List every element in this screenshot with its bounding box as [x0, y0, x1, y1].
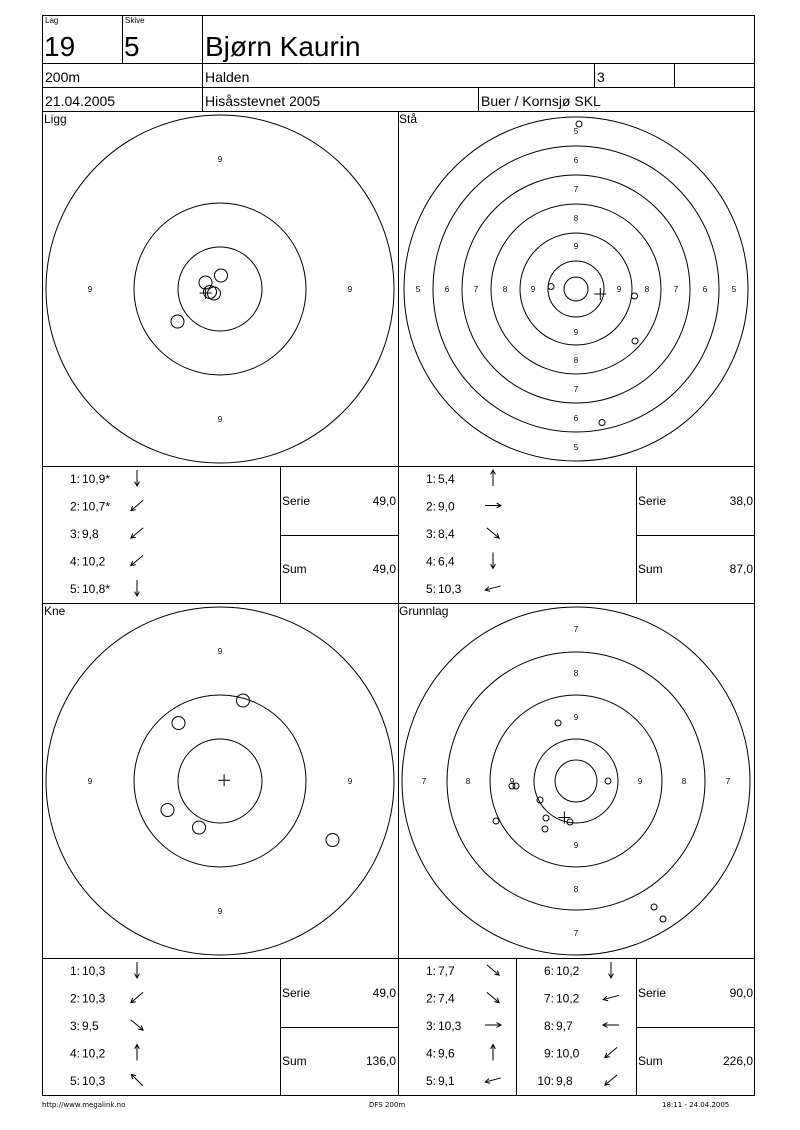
target-ring [46, 115, 394, 463]
footer-timestamp: 18:11 - 24.04.2005 [662, 1101, 730, 1109]
shot-number: 2: [425, 499, 436, 514]
shot-hole [172, 717, 185, 730]
target-ring [462, 175, 690, 403]
footer-center: DFS 200m [369, 1101, 406, 1109]
shot-hole [193, 821, 206, 834]
section-stå [399, 112, 753, 596]
target-ring [46, 607, 394, 955]
score-row [70, 1074, 143, 1088]
ring-label: 7 [725, 777, 731, 786]
series-label: Serie [282, 494, 311, 508]
direction-arrow [131, 528, 143, 538]
score-row [70, 555, 143, 569]
ring-label: 5 [731, 285, 737, 294]
ring-label: 9 [573, 328, 579, 337]
shot-value: 10,3 [438, 1019, 462, 1033]
ring-label: 7 [673, 285, 679, 294]
direction-arrow [491, 470, 496, 486]
series-value: 90,0 [729, 986, 753, 1000]
direction-arrow [485, 503, 501, 508]
series-value: 38,0 [729, 494, 753, 508]
ring-label: 8 [573, 214, 579, 223]
ring-label: 9 [509, 777, 515, 786]
shot-number: 4: [69, 554, 80, 569]
direction-arrow [135, 1045, 140, 1061]
ring-label: 6 [573, 414, 579, 423]
shot-value: 7,7 [438, 964, 455, 978]
shots [548, 121, 638, 426]
direction-arrow [491, 1045, 496, 1061]
direction-arrow [135, 470, 140, 486]
ring-labels [422, 625, 731, 938]
club-name: Buer / Kornsjø SKL [481, 93, 601, 109]
sum-label: Sum [638, 562, 663, 576]
score-row [70, 500, 143, 514]
shot-value: 10,8* [82, 582, 111, 596]
shot-hole [543, 815, 549, 821]
target [46, 115, 394, 463]
target-ring [134, 695, 306, 867]
score-row [426, 1074, 501, 1088]
shot-value: 9,5 [82, 1019, 99, 1033]
target-ring [134, 203, 306, 375]
ring-label: 9 [347, 285, 353, 294]
lag-value: 19 [44, 31, 76, 62]
shot-hole [493, 818, 499, 824]
shot-hole [555, 720, 561, 726]
class: 3 [597, 69, 605, 85]
series-label: Serie [638, 494, 667, 508]
target [46, 607, 394, 955]
shot-hole [660, 916, 666, 922]
distance: 200m [45, 69, 81, 85]
shot-value: 6,4 [438, 554, 455, 569]
score-row [426, 1045, 495, 1061]
section-label: Grunnlag [399, 604, 449, 618]
section-ligg [44, 112, 396, 596]
target-ring [555, 760, 597, 802]
location: Halden [205, 69, 250, 85]
score-row [70, 580, 139, 596]
shot-hole [548, 284, 554, 290]
section-label: Kne [44, 604, 66, 618]
series-label: Serie [282, 986, 311, 1000]
ring-label: 9 [637, 777, 643, 786]
shot-number: 6: [543, 964, 554, 978]
shot-value: 9,0 [438, 499, 455, 514]
shot-number: 3: [69, 527, 80, 541]
shot-value: 10,2 [82, 1046, 106, 1061]
ring-label: 8 [502, 285, 508, 294]
target [402, 607, 750, 955]
shot-number: 4: [69, 1046, 80, 1061]
direction-arrow [603, 995, 618, 1000]
direction-arrow [131, 1020, 143, 1030]
score-table [70, 470, 396, 596]
footer-url[interactable]: http://www.megalink.no [42, 1101, 126, 1109]
direction-arrow [609, 962, 614, 978]
sum-value: 136,0 [365, 1054, 396, 1068]
shot-number: 2: [69, 991, 80, 1006]
score-row [426, 582, 501, 596]
shot-hole [632, 338, 638, 344]
ring-label: 7 [573, 929, 579, 938]
ring-label: 8 [573, 356, 579, 365]
shot-hole [599, 420, 605, 426]
shot-number: 4: [425, 554, 436, 569]
shot-number: 5: [69, 1074, 80, 1088]
shot-value: 10,3 [82, 991, 106, 1006]
direction-arrow [487, 965, 499, 975]
score-row [426, 553, 495, 569]
score-row [426, 470, 495, 486]
score-row [426, 992, 499, 1006]
series-label: Serie [638, 986, 667, 1000]
ring-label: 6 [702, 285, 708, 294]
shot-hole [161, 804, 174, 817]
sum-label: Sum [638, 1054, 663, 1068]
ring-label: 9 [573, 841, 579, 850]
direction-arrow [487, 528, 499, 538]
shot-number: 2: [425, 991, 436, 1006]
score-row [70, 470, 139, 486]
shot-number: 8: [543, 1019, 554, 1033]
ring-label: 7 [573, 625, 579, 634]
ring-label: 9 [573, 242, 579, 251]
direction-arrow [485, 1023, 501, 1028]
score-row [537, 1074, 617, 1088]
ring-label: 5 [573, 443, 579, 452]
shot-hole [605, 778, 611, 784]
shot-number: 1: [425, 964, 436, 978]
shot-value: 10,9* [82, 472, 111, 486]
shot-value: 9,8 [82, 527, 99, 541]
shots [161, 694, 339, 847]
series-value: 49,0 [372, 986, 396, 1000]
shot-value: 8,4 [438, 527, 455, 541]
target [404, 117, 748, 461]
direction-arrow [487, 992, 499, 1002]
score-row [70, 527, 143, 541]
score-row [544, 1019, 619, 1033]
shot-number: 2: [69, 499, 80, 514]
ring-label: 7 [421, 777, 427, 786]
section-grunnlag [399, 604, 753, 1088]
ring-label: 6 [444, 285, 450, 294]
shot-number: 7: [543, 991, 554, 1006]
direction-arrow [135, 580, 140, 596]
target-ring [178, 247, 262, 331]
target-ring [491, 204, 661, 374]
target-ring [564, 277, 588, 301]
sum-value: 226,0 [722, 1054, 753, 1068]
direction-arrow [131, 500, 143, 510]
score-row [544, 1047, 617, 1061]
shot-number: 3: [425, 527, 436, 541]
ring-label: 9 [217, 907, 223, 916]
shot-number: 9: [543, 1046, 554, 1061]
score-row [426, 527, 499, 541]
score-row [426, 500, 501, 514]
shot-value: 9,6 [438, 1046, 455, 1061]
shot-number: 10: [537, 1074, 554, 1088]
score-table [70, 962, 396, 1088]
score-row [70, 962, 139, 978]
shot-hole [513, 783, 519, 789]
section-kne [44, 604, 396, 1088]
direction-arrow [131, 555, 143, 565]
direction-arrow [491, 553, 496, 569]
shot-hole [651, 904, 657, 910]
shooter-name: Bjørn Kaurin [205, 31, 361, 62]
shot-number: 1: [69, 472, 80, 486]
sum-label: Sum [282, 1054, 307, 1068]
sum-label: Sum [282, 562, 307, 576]
sum-value: 49,0 [372, 562, 396, 576]
shot-value: 9,1 [438, 1074, 455, 1088]
shot-value: 9,8 [556, 1074, 573, 1088]
shot-number: 3: [425, 1019, 436, 1033]
score-table [426, 470, 753, 596]
shot-number: 4: [425, 1046, 436, 1061]
mean-impact-cross [558, 811, 570, 823]
ring-label: 6 [573, 156, 579, 165]
ring-label: 9 [217, 415, 223, 424]
score-row [70, 1045, 139, 1061]
ring-label: 7 [473, 285, 479, 294]
shot-value: 10,2 [556, 991, 580, 1006]
section-label: Stå [399, 112, 418, 126]
shot-value: 10,3 [82, 1074, 106, 1088]
lag-label: Lag [45, 16, 59, 25]
direction-arrow [131, 992, 143, 1002]
shot-hole [171, 315, 184, 328]
ring-label: 7 [573, 385, 579, 394]
direction-arrow [485, 586, 500, 591]
shot-value: 10,0 [556, 1046, 580, 1061]
mean-impact-cross [218, 774, 230, 786]
shot-number: 1: [425, 472, 436, 486]
score-row [544, 962, 613, 978]
shot-hole [576, 121, 582, 127]
ring-label: 9 [87, 777, 93, 786]
skive-label: Skive [125, 16, 145, 25]
ring-labels [88, 155, 353, 424]
score-row [544, 992, 619, 1006]
shot-value: 10,3 [82, 964, 106, 978]
section-label: Ligg [44, 112, 67, 126]
ring-label: 9 [217, 155, 223, 164]
direction-arrow [131, 1074, 142, 1085]
score-row [426, 1019, 501, 1033]
ring-label: 8 [465, 777, 471, 786]
direction-arrow [603, 1023, 619, 1028]
ring-label: 9 [616, 285, 622, 294]
ring-labels [88, 647, 353, 916]
shot-hole [542, 826, 548, 832]
shot-number: 5: [425, 582, 436, 596]
shots [493, 720, 666, 922]
skive-value: 5 [124, 31, 140, 62]
mean-impact-cross [594, 288, 606, 300]
date: 21.04.2005 [45, 93, 116, 109]
score-row [70, 1019, 143, 1033]
ring-label: 5 [415, 285, 421, 294]
shot-value: 10,3 [438, 582, 462, 596]
shot-value: 9,7 [556, 1019, 573, 1033]
ring-label: 8 [681, 777, 687, 786]
shot-hole [326, 834, 339, 847]
direction-arrow [135, 962, 140, 978]
ring-label: 9 [530, 285, 536, 294]
shot-value: 10,2 [556, 964, 580, 978]
ring-label: 7 [573, 185, 579, 194]
ring-label: 9 [217, 647, 223, 656]
sum-value: 87,0 [729, 562, 753, 576]
ring-label: 8 [573, 669, 579, 678]
direction-arrow [485, 1078, 500, 1083]
event-name: Hisåsstevnet 2005 [205, 93, 321, 109]
target-ring [402, 607, 750, 955]
ring-label: 9 [573, 713, 579, 722]
target-ring [178, 739, 262, 823]
shot-hole [237, 694, 250, 707]
score-table [426, 962, 753, 1088]
direction-arrow [605, 1075, 617, 1085]
shot-value: 5,4 [438, 472, 455, 486]
ring-label: 9 [87, 285, 93, 294]
series-value: 49,0 [372, 494, 396, 508]
shot-hole [632, 293, 638, 299]
ring-label: 8 [644, 285, 650, 294]
ring-label: 5 [573, 127, 579, 136]
target-ring [447, 652, 705, 910]
score-row [426, 964, 499, 978]
shot-value: 10,2 [82, 554, 106, 569]
shot-value: 7,4 [438, 991, 455, 1006]
shot-number: 3: [69, 1019, 80, 1033]
direction-arrow [605, 1047, 617, 1057]
target-ring [404, 117, 748, 461]
shot-number: 5: [425, 1074, 436, 1088]
target-ring [548, 261, 604, 317]
shot-value: 10,7* [82, 499, 111, 514]
ring-label: 8 [573, 885, 579, 894]
shot-number: 5: [69, 582, 80, 596]
shot-number: 1: [69, 964, 80, 978]
shot-hole [215, 269, 228, 282]
score-row [70, 992, 143, 1006]
ring-label: 9 [347, 777, 353, 786]
